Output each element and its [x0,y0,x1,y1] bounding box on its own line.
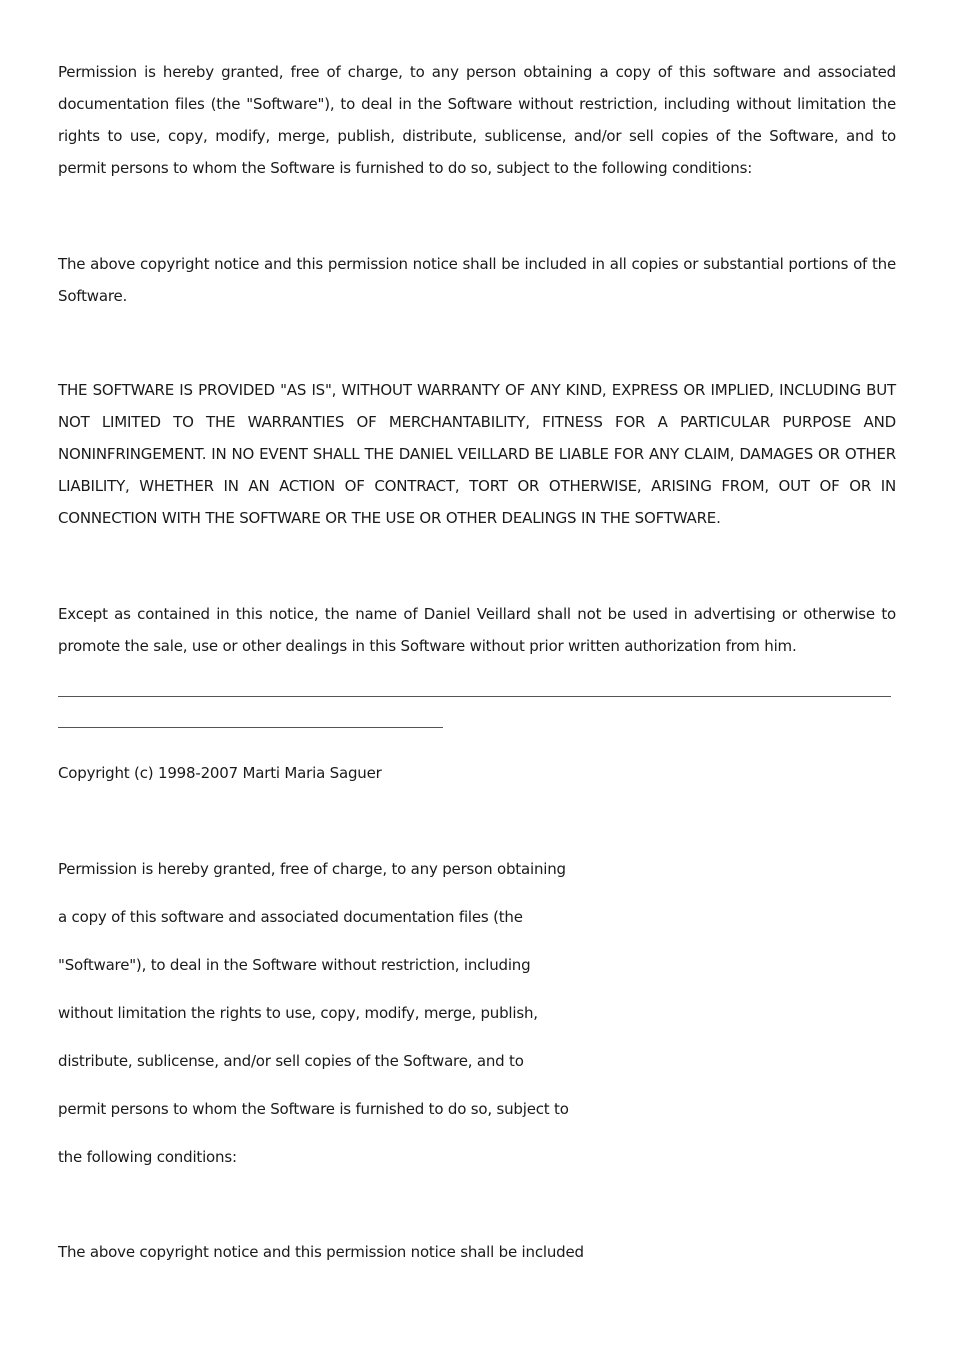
warranty-disclaimer-paragraph: THE SOFTWARE IS PROVIDED "AS IS", WITHOUT WARRANTY OF ANY KIND, EXPRESS OR IMPLIED, INCLUDING BUT NOT LIMITED TO THE WARRANTIES OF MERCHANTABILITY, FITNESS FOR A PARTICULAR PURPOSE AND NONINFRINGEMENT. IN NO EVENT SHALL THE DANIEL VEILLARD BE LIABLE FOR ANY CLAIM, DAMAGES OR OTHER LIABILITY, WHETHER IN AN ACTION OF CONTRACT, TORT OR OTHERWISE, ARISING FROM, OUT OF OR IN CONNECTION WITH THE SOFTWARE OR THE USE OR OTHER DEALINGS IN THE SOFTWARE. [58,381,896,527]
separator-line-short [58,727,443,728]
license-line: the following conditions: [58,1148,237,1166]
license-line: distribute, sublicense, and/or sell copies of the Software, and to [58,1052,524,1070]
license-line: "Software"), to deal in the Software without restriction, including [58,956,531,974]
license-line: The above copyright notice and this permission notice shall be included [58,1243,584,1261]
copyright-line: Copyright (c) 1998-2007 Marti Maria Saguer [58,764,382,782]
license-line: Permission is hereby granted, free of charge, to any person obtaining [58,860,566,878]
license-line: without limitation the rights to use, copy, modify, merge, publish, [58,1004,538,1022]
separator-line-long [58,696,891,697]
permission-paragraph: Permission is hereby granted, free of charge, to any person obtaining a copy of this software and associated documentation files (the "Software"), to deal in the Software without restriction, including without limitation the rights to use, copy, modify, merge, publish, distribute, sublicense, and/or sell copies of the Software, and to permit persons to whom the Software is furnished to do so, subject to the following conditions: [58,63,896,177]
advertising-clause-paragraph: Except as contained in this notice, the name of Daniel Veillard shall not be used in advertising or otherwise to promote the sale, use or other dealings in this Software without prior written authorization from him. [58,605,896,655]
license-line: permit persons to whom the Software is furnished to do so, subject to [58,1100,569,1118]
copyright-notice-paragraph: The above copyright notice and this permission notice shall be included in all copies or substantial portions of the Software. [58,255,896,305]
license-line: a copy of this software and associated documentation files (the [58,908,523,926]
